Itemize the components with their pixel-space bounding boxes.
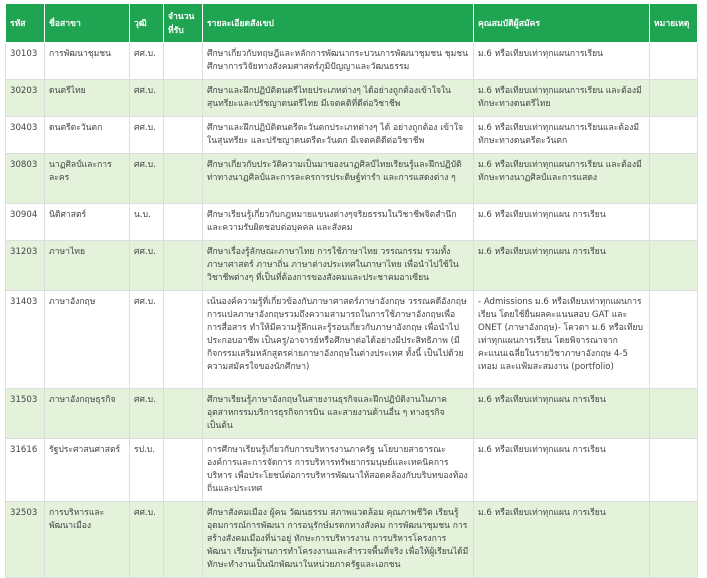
- cell-name: ภาษาอังกฤษ: [45, 291, 130, 389]
- cell-seats: [164, 502, 203, 578]
- cell-seats: [164, 204, 203, 241]
- cell-degree: ศศ.บ.: [130, 502, 164, 578]
- cell-seats: [164, 241, 203, 291]
- cell-qualification: - Admissions ม.6 หรือเทียบเท่าทุกแผนการเรียน โดยใช้ยื่นผลคะแนนสอบ GAT และ ONET (ภาษาอังกฤษ)- โควตา ม.6 หรือเทียบเท่าทุกแผนการเรียน โดยพิจารณาจากคะแนนเฉลี่ยในรายวิชาภาษาอังกฤษ 4-5 เทอม และแฟ้มสะสมงาน (portfolio): [474, 291, 650, 389]
- cell-qualification: ม.6 หรือเทียบเท่าทุกแผน การเรียน: [474, 241, 650, 291]
- cell-note: [650, 154, 698, 204]
- cell-qualification: ม.6 หรือเทียบเท่าทุกแผนการเรียน และต้องมีทักษะทางดนตรีไทย: [474, 80, 650, 117]
- cell-detail: ศึกษาและฝึกปฏิบัติดนตรีตะวันตกประเภทต่างๆ ได้ อย่างถูกต้อง เข้าใจในสุนทรียะ และปรัชญาดนตรีตะวันตก มีเจตคติดีต่อวิชาชีพ: [203, 117, 474, 154]
- cell-degree: ศศ.บ.: [130, 154, 164, 204]
- table-row: [6, 204, 698, 241]
- program-table-container: [5, 3, 697, 578]
- cell-detail: ศึกษาสังคมเมือง ผู้คน วัฒนธรรม สภาพแวดล้อม คุณภาพชีวิต เรียนรู้อุดมการณ์การพัฒนา การอนุรักษ์มรดกทางสังคม การพัฒนาชุมชน การสร้างสังคมเมืองที่น่าอยู่ ทักษะการบริหารงาน การบริหารโครงการพัฒนา เรียนรู้ผ่านการทำโครงงานและสำรวจพื้นที่จริง เพื่อให้ผู้เรียนได้มีทักษะทำงานเป็นนักพัฒนาในหน่วยภาครัฐและเอกชน: [203, 502, 474, 578]
- table-row: [6, 439, 698, 502]
- header-detail: รายละเอียดสังเขป: [203, 4, 474, 43]
- table-row: [6, 291, 698, 389]
- cell-seats: [164, 43, 203, 80]
- cell-qualification: ม.6 หรือเทียบเท่าทุกแผนการเรียน และต้องมีทักษะทางนาฏศิลป์และการแสดง: [474, 154, 650, 204]
- cell-note: [650, 80, 698, 117]
- cell-degree: ศศ.บ.: [130, 43, 164, 80]
- cell-name: นาฏศิลป์และการละคร: [45, 154, 130, 204]
- cell-note: [650, 43, 698, 80]
- cell-note: [650, 389, 698, 439]
- table-row: [6, 117, 698, 154]
- cell-degree: ศศ.บ.: [130, 241, 164, 291]
- cell-detail: การศึกษาเรียนรู้เกี่ยวกับการบริหารงานภาครัฐ นโยบายสาธารณะ องค์การและการจัดการ การบริหารทรัพยากรมนุษย์และเทคนิคการบริหาร เพื่อประโยชน์ต่อการบริหารพัฒนาให้สอดคล้องกับบริบทของท้องถิ่นและประเทศ: [203, 439, 474, 502]
- cell-code: 31403: [6, 291, 45, 389]
- cell-seats: [164, 117, 203, 154]
- cell-degree: ศศ.บ.: [130, 117, 164, 154]
- cell-detail: เน้นองค์ความรู้ที่เกี่ยวข้องกับภาษาศาสตร์ภาษาอังกฤษ วรรณคดีอังกฤษ การแปลภาษาอังกฤษรวมถึงความสามารถในการใช้ภาษาอังกฤษเพื่อการสื่อสาร ทำให้มีความรู้ลึกและรู้รอบเกี่ยวกับภาษาอังกฤษ เพื่อนำไปประกอบอาชีพ เป็นครู/อาจารย์หรือศึกษาต่อได้อย่างมีประสิทธิภาพ (มีกิจกรรมเสริมหลักสูตรค่ายภาษาอังกฤษในต่างประเทศ ทั้งนี้ เป็นไปด้วยความสมัครใจของนักศึกษา): [203, 291, 474, 389]
- table-header-row: [6, 4, 698, 43]
- cell-qualification: ม.6 หรือเทียบเท่าทุกแผน การเรียน: [474, 204, 650, 241]
- cell-code: 30103: [6, 43, 45, 80]
- cell-code: 30803: [6, 154, 45, 204]
- cell-note: [650, 241, 698, 291]
- cell-name: รัฐประศาสนศาสตร์: [45, 439, 130, 502]
- cell-note: [650, 204, 698, 241]
- table-row: [6, 80, 698, 117]
- cell-name: นิติศาสตร์: [45, 204, 130, 241]
- cell-name: ดนตรีไทย: [45, 80, 130, 117]
- cell-detail: ศึกษาเกี่ยวกับประวัติความเป็นมาของนาฏศิลป์ไทยเรียนรู้และฝึกปฏิบัติท่าทางนาฏศิลป์และการละครการประดิษฐ์ท่ารำ และการแสดงต่าง ๆ: [203, 154, 474, 204]
- cell-name: ภาษาไทย: [45, 241, 130, 291]
- cell-code: 31203: [6, 241, 45, 291]
- cell-detail: ศึกษาเรื่องรู้ลักษณะภาษาไทย การใช้ภาษาไทย วรรณกรรม รวมทั้งภาษาศาสตร์ ภาษาถิ่น ภาษาต่างประเทศในภาษาไทย เพื่อนำไปใช้ในวิชาชีพต่างๆ ที่เป็นที่ต้องการของสังคมและประชาคมอาเซียน: [203, 241, 474, 291]
- header-note: หมายเหตุ: [650, 4, 698, 43]
- cell-note: [650, 439, 698, 502]
- cell-note: [650, 117, 698, 154]
- header-code: รหัส: [6, 4, 45, 43]
- cell-degree: ศศ.บ.: [130, 291, 164, 389]
- cell-degree: น.บ.: [130, 204, 164, 241]
- cell-seats: [164, 291, 203, 389]
- table-row: [6, 241, 698, 291]
- cell-name: การบริหารและพัฒนาเมือง: [45, 502, 130, 578]
- cell-seats: [164, 154, 203, 204]
- cell-seats: [164, 439, 203, 502]
- cell-name: การพัฒนาชุมชน: [45, 43, 130, 80]
- cell-code: 30403: [6, 117, 45, 154]
- table-row: [6, 389, 698, 439]
- cell-degree: รป.บ.: [130, 439, 164, 502]
- cell-qualification: ม.6 หรือเทียบเท่าทุกแผน การเรียน: [474, 439, 650, 502]
- cell-qualification: ม.6 หรือเทียบเท่าทุกแผนการเรียน: [474, 43, 650, 80]
- cell-detail: ศึกษาเรียนรู้เกี่ยวกับกฎหมายแขนงต่างๆจริยธรรมในวิชาชีพจิตสำนึกและความรับผิดชอบต่อบุคคล และสังคม: [203, 204, 474, 241]
- cell-qualification: ม.6 หรือเทียบเท่าทุกแผนการเรียนและต้องมีทักษะทางดนตรีตะวันตก: [474, 117, 650, 154]
- cell-detail: ศึกษาเรียนรู้ภาษาอังกฤษในสายงานธุรกิจและฝึกปฏิบัติงานในภาคอุตสาหกรรมบริการธุรกิจการบิน และสายงานด้านอื่น ๆ ทางธุรกิจเป็นต้น: [203, 389, 474, 439]
- cell-name: ดนตรีตะวันตก: [45, 117, 130, 154]
- table-row: [6, 154, 698, 204]
- header-qualification: คุณสมบัติผู้สมัคร: [474, 4, 650, 43]
- cell-degree: ศศ.บ.: [130, 80, 164, 117]
- header-name: ชื่อสาขา: [45, 4, 130, 43]
- header-degree: วุฒิ: [130, 4, 164, 43]
- cell-note: [650, 502, 698, 578]
- table-row: [6, 43, 698, 80]
- cell-detail: ศึกษาและฝึกปฏิบัติดนตรีไทยประเภทต่างๆ ได้อย่างถูกต้องเข้าใจในสุนทรียะและปรัชญาดนตรีไทย มีเจตคติที่ดีต่อวิชาชีพ: [203, 80, 474, 117]
- header-seats: จำนวนที่รับ: [164, 4, 203, 43]
- cell-code: 32503: [6, 502, 45, 578]
- cell-seats: [164, 389, 203, 439]
- table-row: [6, 502, 698, 578]
- cell-name: ภาษาอังกฤษธุรกิจ: [45, 389, 130, 439]
- cell-qualification: ม.6 หรือเทียบเท่าทุกแผน การเรียน: [474, 389, 650, 439]
- program-table: [5, 3, 698, 578]
- cell-degree: ศศ.บ.: [130, 389, 164, 439]
- cell-note: [650, 291, 698, 389]
- cell-qualification: ม.6 หรือเทียบเท่าทุกแผน การเรียน: [474, 502, 650, 578]
- cell-code: 30904: [6, 204, 45, 241]
- cell-detail: ศึกษาเกี่ยวกับทฤษฎีและหลักการพัฒนากระบวนการพัฒนาชุมชน ชุมชนศึกษาการวิจัยทางสังคมศาสตร์ภูมิปัญญาและวัฒนธรรม: [203, 43, 474, 80]
- cell-code: 31503: [6, 389, 45, 439]
- cell-seats: [164, 80, 203, 117]
- cell-code: 31616: [6, 439, 45, 502]
- cell-code: 30203: [6, 80, 45, 117]
